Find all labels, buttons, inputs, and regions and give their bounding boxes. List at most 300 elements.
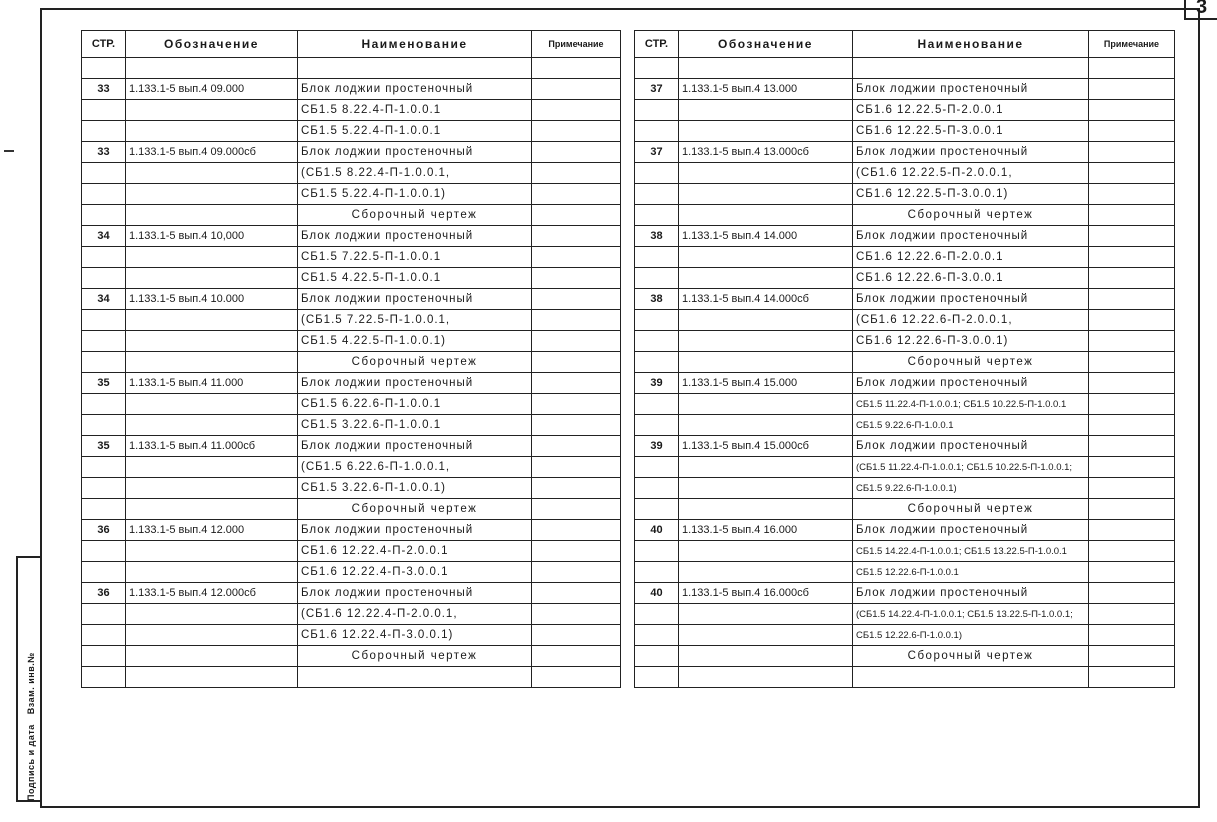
table-row [82,604,621,625]
row-note-cell [1089,394,1175,415]
row-note-cell [532,142,621,163]
row-code-cell: 1.133.1-5 вып.4 12.000 [126,520,298,541]
row-note-cell [532,58,621,79]
table-row [82,541,621,562]
row-code-cell: 1.133.1-5 вып.4 10.000 [126,289,298,310]
row-code-cell [679,121,853,142]
row-name-cell: СБ1.6 12.22.5-П-3.0.0.1 [853,121,1089,142]
table-row [635,163,1175,184]
row-page-cell [82,352,126,373]
row-page-cell [635,58,679,79]
row-note-cell [532,226,621,247]
row-page-cell: 39 [635,373,679,394]
row-note-cell [1089,100,1175,121]
row-page-cell: 34 [82,289,126,310]
row-code-cell: 1.133.1-5 вып.4 15.000сб [679,436,853,457]
row-note-cell [1089,247,1175,268]
table-row [635,583,1175,604]
row-name-cell: Сборочный чертеж [298,646,532,667]
row-name-cell: (СБ1.5 14.22.4-П-1.0.0.1; СБ1.5 13.22.5-П-1.0.0.1; [853,604,1089,625]
table-row [635,625,1175,646]
row-code-cell [679,667,853,688]
table-row [635,247,1175,268]
row-code-cell [126,205,298,226]
row-code-cell [679,457,853,478]
row-name-cell: Сборочный чертеж [853,499,1089,520]
row-code-cell [126,667,298,688]
row-name-cell: СБ1.5 7.22.5-П-1.0.0.1 [298,247,532,268]
stamp-field-replace-inv: Взам. инв.№ [26,652,36,715]
row-page-cell: 38 [635,289,679,310]
row-name-cell: Блок лоджии простеночный [853,520,1089,541]
row-code-cell [126,331,298,352]
row-name-cell: СБ1.5 9.22.6-П-1.0.0.1 [853,415,1089,436]
row-page-cell [635,100,679,121]
row-note-cell [1089,667,1175,688]
row-code-cell: 1.133.1-5 вып.4 09.000 [126,79,298,100]
row-code-cell [679,478,853,499]
row-page-cell: 36 [82,520,126,541]
row-code-cell [679,646,853,667]
table-row [82,499,621,520]
table-row [82,121,621,142]
table-row [635,394,1175,415]
row-note-cell [532,268,621,289]
table-row [82,478,621,499]
row-page-cell [635,121,679,142]
table-row [82,646,621,667]
row-page-cell [82,268,126,289]
table-row [82,79,621,100]
row-code-cell [126,310,298,331]
row-page-cell [82,331,126,352]
row-name-cell: СБ1.6 12.22.4-П-3.0.0.1) [298,625,532,646]
row-code-cell [126,121,298,142]
row-name-cell: СБ1.5 5.22.4-П-1.0.0.1 [298,121,532,142]
row-note-cell [1089,226,1175,247]
row-name-cell: СБ1.5 14.22.4-П-1.0.0.1; СБ1.5 13.22.5-П-1.0.0.1 [853,541,1089,562]
row-code-cell [126,562,298,583]
row-code-cell [679,205,853,226]
row-code-cell: 1.133.1-5 вып.4 14.000сб [679,289,853,310]
table-row [635,205,1175,226]
table-row [82,394,621,415]
table-row [82,163,621,184]
row-page-cell [82,625,126,646]
row-note-cell [532,352,621,373]
row-page-cell [82,562,126,583]
row-name-cell: (СБ1.6 12.22.4-П-2.0.0.1, [298,604,532,625]
row-name-cell: Сборочный чертеж [298,499,532,520]
row-note-cell [532,499,621,520]
row-code-cell [679,184,853,205]
table-row [82,583,621,604]
row-name-cell: СБ1.5 9.22.6-П-1.0.0.1) [853,478,1089,499]
row-note-cell [1089,184,1175,205]
row-name-cell: Блок лоджии простеночный [298,583,532,604]
row-name-cell: Блок лоджии простеночный [853,583,1089,604]
row-page-cell [635,310,679,331]
row-name-cell: СБ1.6 12.22.4-П-3.0.0.1 [298,562,532,583]
row-name-cell: СБ1.5 4.22.5-П-1.0.0.1 [298,268,532,289]
header-code: Обозначение [679,31,853,58]
row-page-cell: 35 [82,373,126,394]
row-note-cell [1089,583,1175,604]
row-page-cell: 37 [635,79,679,100]
row-note-cell [532,184,621,205]
row-code-cell [126,646,298,667]
row-note-cell [532,604,621,625]
table-row [82,142,621,163]
row-page-cell: 38 [635,226,679,247]
table-header-row [635,31,1175,58]
table-row [82,667,621,688]
row-page-cell [635,415,679,436]
row-name-cell: Блок лоджии простеночный [853,373,1089,394]
header-page: СТР. [82,31,126,58]
table-row [635,289,1175,310]
row-page-cell [82,541,126,562]
table-row [82,331,621,352]
row-page-cell: 34 [82,226,126,247]
row-code-cell [126,163,298,184]
row-note-cell [1089,58,1175,79]
table-row [635,520,1175,541]
row-page-cell [635,625,679,646]
row-page-cell [82,499,126,520]
row-code-cell [679,100,853,121]
row-page-cell [82,415,126,436]
row-page-cell [635,394,679,415]
row-name-cell: Блок лоджии простеночный [853,436,1089,457]
row-page-cell [635,646,679,667]
row-code-cell [679,268,853,289]
row-note-cell [1089,562,1175,583]
row-code-cell [679,625,853,646]
row-page-cell [82,667,126,688]
row-page-cell [82,163,126,184]
row-page-cell [82,394,126,415]
row-name-cell: Сборочный чертеж [853,205,1089,226]
row-note-cell [1089,331,1175,352]
row-note-cell [1089,499,1175,520]
row-note-cell [1089,205,1175,226]
row-note-cell [532,415,621,436]
header-note: Примечание [532,31,621,58]
row-name-cell: СБ1.5 6.22.6-П-1.0.0.1 [298,394,532,415]
table-row [82,205,621,226]
row-note-cell [1089,373,1175,394]
row-code-cell [679,562,853,583]
row-page-cell [635,163,679,184]
row-page-cell [635,562,679,583]
row-page-cell [635,247,679,268]
row-code-cell [126,415,298,436]
row-code-cell: 1.133.1-5 вып.4 13.000сб [679,142,853,163]
row-page-cell [635,499,679,520]
row-name-cell: СБ1.5 12.22.6-П-1.0.0.1) [853,625,1089,646]
row-name-cell: СБ1.6 12.22.5-П-2.0.0.1 [853,100,1089,121]
row-code-cell [126,247,298,268]
row-note-cell [1089,352,1175,373]
edge-mark [4,150,14,152]
sheet-number: 3 [1196,0,1208,18]
table-row [82,310,621,331]
row-note-cell [1089,142,1175,163]
row-note-cell [532,646,621,667]
row-page-cell [635,667,679,688]
side-stamp-text [19,557,43,803]
row-name-cell: Блок лоджии простеночный [298,373,532,394]
row-code-cell [126,604,298,625]
table-row [635,100,1175,121]
table-row [82,373,621,394]
row-name-cell: СБ1.6 12.22.5-П-3.0.0.1) [853,184,1089,205]
header-note: Примечание [1089,31,1175,58]
row-code-cell [679,310,853,331]
row-code-cell [679,499,853,520]
row-name-cell: СБ1.6 12.22.6-П-3.0.0.1 [853,268,1089,289]
header-page: СТР. [635,31,679,58]
row-name-cell: Сборочный чертеж [853,646,1089,667]
row-name-cell: СБ1.5 12.22.6-П-1.0.0.1 [853,562,1089,583]
spec-table-left [81,30,621,688]
row-name-cell: (СБ1.5 8.22.4-П-1.0.0.1, [298,163,532,184]
row-code-cell: 1.133.1-5 вып.4 16.000сб [679,583,853,604]
row-name-cell: СБ1.6 12.22.6-П-2.0.0.1 [853,247,1089,268]
row-note-cell [532,121,621,142]
row-code-cell [126,58,298,79]
row-note-cell [532,541,621,562]
row-code-cell: 1.133.1-5 вып.4 14.000 [679,226,853,247]
table-row [635,541,1175,562]
table-row [635,436,1175,457]
row-name-cell: Блок лоджии простеночный [853,289,1089,310]
row-note-cell [532,562,621,583]
row-page-cell [635,457,679,478]
table-row [82,520,621,541]
row-name-cell: Блок лоджии простеночный [298,79,532,100]
table-row [82,352,621,373]
row-page-cell: 39 [635,436,679,457]
frame-top-line [40,8,1200,10]
table-row [635,646,1175,667]
row-note-cell [1089,457,1175,478]
row-note-cell [532,436,621,457]
row-page-cell: 35 [82,436,126,457]
row-name-cell: Блок лоджии простеночный [853,142,1089,163]
row-page-cell [635,331,679,352]
header-name: Наименование [853,31,1089,58]
frame-bottom-line [40,806,1200,808]
row-name-cell: Блок лоджии простеночный [853,226,1089,247]
row-code-cell [126,478,298,499]
table-row [82,289,621,310]
row-note-cell [1089,604,1175,625]
spec-table-right [634,30,1175,688]
table-row [635,184,1175,205]
row-code-cell [126,184,298,205]
row-code-cell [679,58,853,79]
row-name-cell: СБ1.5 8.22.4-П-1.0.0.1 [298,100,532,121]
table-row [635,79,1175,100]
row-note-cell [1089,478,1175,499]
table-row [635,268,1175,289]
row-note-cell [1089,520,1175,541]
row-note-cell [1089,436,1175,457]
row-name-cell: Сборочный чертеж [853,352,1089,373]
row-page-cell [82,478,126,499]
row-note-cell [532,289,621,310]
side-stamp [16,556,40,802]
row-name-cell [853,667,1089,688]
row-note-cell [1089,541,1175,562]
row-name-cell [298,667,532,688]
table-row [635,478,1175,499]
row-name-cell [853,58,1089,79]
table-row [635,604,1175,625]
row-name-cell: Блок лоджии простеночный [298,520,532,541]
row-note-cell [1089,289,1175,310]
row-page-cell [82,646,126,667]
row-code-cell: 1.133.1-5 вып.4 16.000 [679,520,853,541]
row-page-cell: 36 [82,583,126,604]
row-code-cell [126,394,298,415]
row-note-cell [1089,310,1175,331]
table-row [82,268,621,289]
row-name-cell: СБ1.5 11.22.4-П-1.0.0.1; СБ1.5 10.22.5-П-1.0.0.1 [853,394,1089,415]
table-row [635,352,1175,373]
row-code-cell [126,100,298,121]
table-row [635,142,1175,163]
row-name-cell: (СБ1.5 11.22.4-П-1.0.0.1; СБ1.5 10.22.5-П-1.0.0.1; [853,457,1089,478]
stamp-field-signature: Подпись и дата [26,724,36,801]
table-row [635,58,1175,79]
row-note-cell [532,310,621,331]
row-note-cell [532,394,621,415]
row-code-cell: 1.133.1-5 вып.4 12.000сб [126,583,298,604]
table-header-row [82,31,621,58]
row-note-cell [1089,646,1175,667]
row-page-cell [82,604,126,625]
row-note-cell [1089,121,1175,142]
row-code-cell [126,625,298,646]
row-page-cell [635,268,679,289]
row-code-cell: 1.133.1-5 вып.4 13.000 [679,79,853,100]
row-name-cell: Блок лоджии простеночный [298,226,532,247]
table-row [635,415,1175,436]
row-note-cell [532,478,621,499]
row-code-cell [126,352,298,373]
row-name-cell: Сборочный чертеж [298,352,532,373]
row-name-cell: (СБ1.6 12.22.5-П-2.0.0.1, [853,163,1089,184]
row-page-cell [635,604,679,625]
row-page-cell: 33 [82,79,126,100]
table-row [635,562,1175,583]
row-note-cell [532,667,621,688]
row-code-cell: 1.133.1-5 вып.4 11.000 [126,373,298,394]
row-name-cell [298,58,532,79]
row-code-cell [126,457,298,478]
row-code-cell [679,352,853,373]
row-code-cell: 1.133.1-5 вып.4 09.000сб [126,142,298,163]
table-row [635,331,1175,352]
row-page-cell [635,184,679,205]
row-page-cell [82,100,126,121]
row-code-cell: 1.133.1-5 вып.4 15.000 [679,373,853,394]
table-row [635,457,1175,478]
row-note-cell [532,331,621,352]
row-name-cell: (СБ1.5 7.22.5-П-1.0.0.1, [298,310,532,331]
row-name-cell: СБ1.6 12.22.6-П-3.0.0.1) [853,331,1089,352]
table-row [82,562,621,583]
row-note-cell [532,625,621,646]
row-page-cell [82,184,126,205]
row-name-cell: СБ1.6 12.22.4-П-2.0.0.1 [298,541,532,562]
row-name-cell: Блок лоджии простеночный [298,436,532,457]
row-page-cell: 40 [635,583,679,604]
row-note-cell [532,79,621,100]
header-code: Обозначение [126,31,298,58]
row-note-cell [532,163,621,184]
table-row [635,121,1175,142]
row-note-cell [532,373,621,394]
row-note-cell [532,583,621,604]
table-row [82,436,621,457]
row-note-cell [532,520,621,541]
row-name-cell: СБ1.5 4.22.5-П-1.0.0.1) [298,331,532,352]
row-code-cell [679,541,853,562]
row-code-cell [679,604,853,625]
row-page-cell [635,541,679,562]
row-page-cell: 37 [635,142,679,163]
frame-right-line [1198,8,1200,808]
table-row [82,625,621,646]
row-name-cell: (СБ1.5 6.22.6-П-1.0.0.1, [298,457,532,478]
row-code-cell [126,268,298,289]
row-note-cell [532,247,621,268]
row-page-cell [635,478,679,499]
row-name-cell: Сборочный чертеж [298,205,532,226]
row-page-cell [82,58,126,79]
row-code-cell [126,541,298,562]
table-row [635,667,1175,688]
row-name-cell: СБ1.5 3.22.6-П-1.0.0.1) [298,478,532,499]
row-name-cell: Блок лоджии простеночный [298,289,532,310]
row-note-cell [1089,79,1175,100]
row-page-cell [82,310,126,331]
row-code-cell [679,247,853,268]
row-code-cell [679,415,853,436]
row-code-cell [679,331,853,352]
row-page-cell [82,457,126,478]
row-page-cell: 40 [635,520,679,541]
row-note-cell [1089,415,1175,436]
row-page-cell [82,247,126,268]
row-page-cell [82,205,126,226]
row-page-cell [635,352,679,373]
row-page-cell [635,205,679,226]
table-row [82,457,621,478]
header-name: Наименование [298,31,532,58]
row-note-cell [1089,625,1175,646]
row-name-cell: СБ1.5 5.22.4-П-1.0.0.1) [298,184,532,205]
row-code-cell [679,394,853,415]
row-code-cell: 1.133.1-5 вып.4 11.000сб [126,436,298,457]
table-row [635,310,1175,331]
table-row [82,415,621,436]
row-name-cell: Блок лоджии простеночный [298,142,532,163]
